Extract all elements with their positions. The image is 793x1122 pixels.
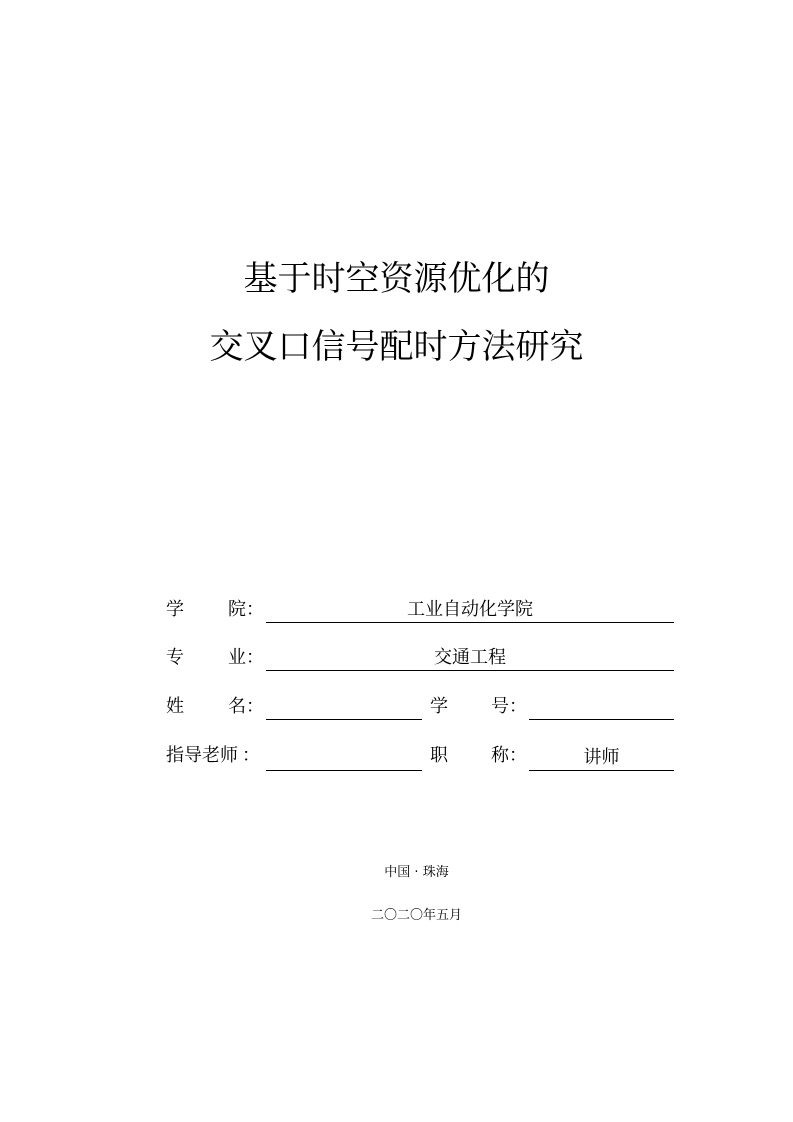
thesis-title-line-1: 基于时空资源优化的 [243, 259, 550, 299]
academic-title-label-char-1: 职 [430, 745, 448, 766]
major-label-char-1: 专 [166, 647, 184, 668]
advisor-field [266, 746, 422, 771]
major-field [266, 646, 674, 671]
student-id-label-char-1: 学 [430, 696, 448, 717]
college-field [266, 598, 674, 623]
academic-title-value: 讲师 [583, 747, 620, 768]
advisor-label: 指导老师 [166, 745, 238, 766]
student-id-label-char-2: 号 [491, 696, 509, 717]
name-label-colon: ： [246, 696, 264, 717]
major-label-char-2: 业 [228, 647, 246, 668]
college-label-colon: ： [246, 599, 264, 620]
name-label-char-2: 名 [228, 696, 246, 717]
major-label-colon: ： [246, 647, 264, 668]
name-label-char-1: 姓 [166, 696, 184, 717]
college-label-char-2: 院 [228, 599, 246, 620]
name-field [266, 695, 422, 720]
student-id-field [529, 695, 674, 720]
academic-title-label-char-2: 称 [491, 745, 509, 766]
college-label-char-1: 学 [166, 599, 184, 620]
footer-date: 二〇二〇年五月 [370, 908, 462, 923]
advisor-label-colon: ： [242, 745, 260, 766]
student-id-label-colon: ： [509, 696, 527, 717]
thesis-title-line-2: 交叉口信号配时方法研究 [209, 327, 584, 367]
academic-title-label-colon: ： [509, 745, 527, 766]
footer-place: 中国 · 珠海 [384, 865, 449, 880]
academic-title-field [529, 746, 674, 771]
college-value: 工业自动化学院 [407, 599, 533, 620]
major-value: 交通工程 [434, 647, 506, 668]
